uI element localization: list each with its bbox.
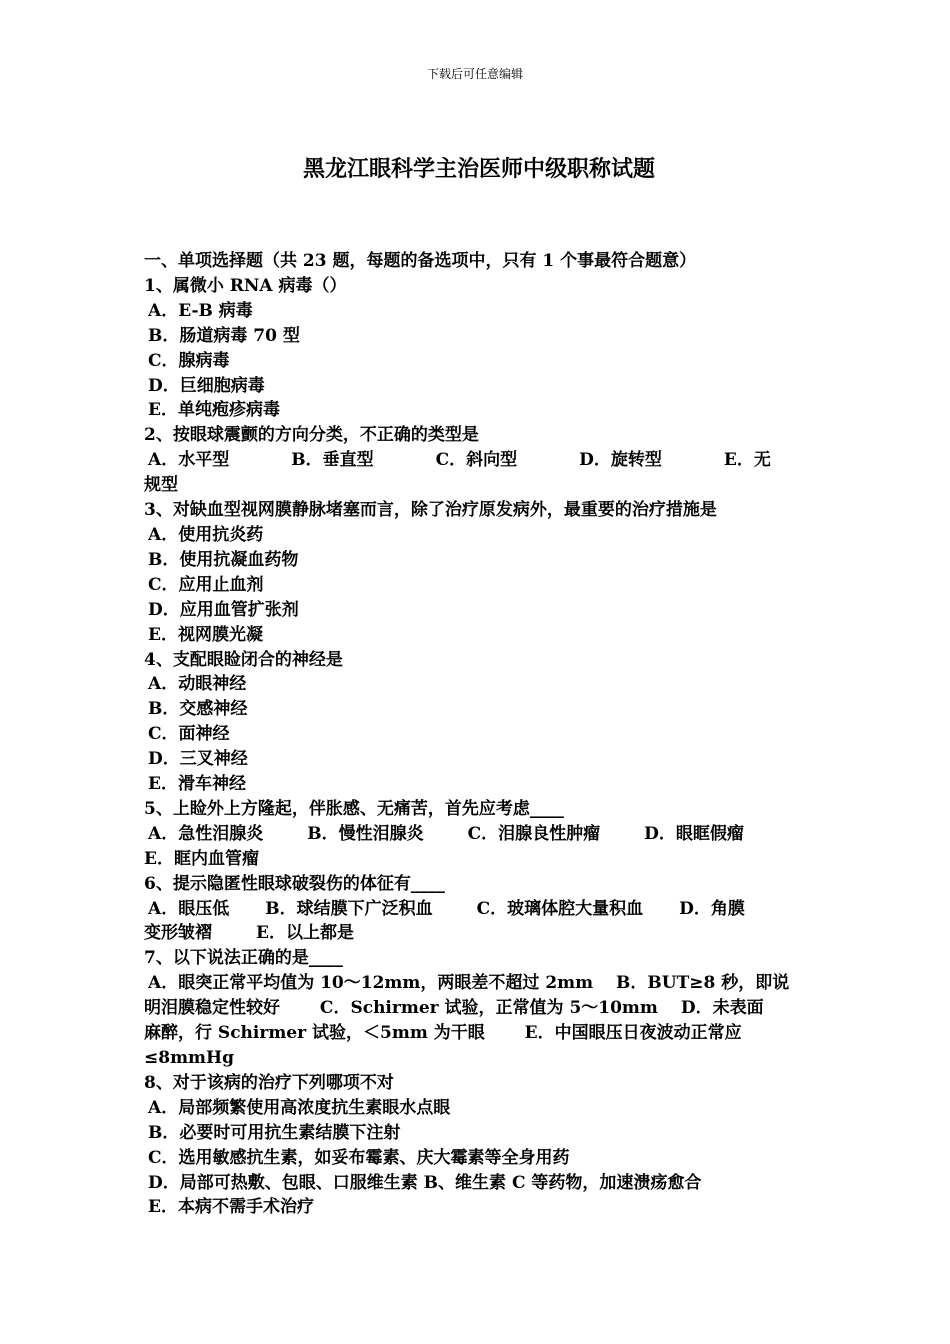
question-3-option-e: E．视网膜光凝 (148, 624, 263, 645)
question-6-option-b: B．球结膜下广泛积血 (265, 898, 433, 919)
question-1-option-c: C．腺病毒 (148, 350, 230, 371)
question-3-option-b: B．使用抗凝血药物 (148, 549, 299, 570)
question-5-stem: 5、上睑外上方隆起，伴胀感、无痛苦，首先应考虑____ (144, 798, 564, 819)
question-1-stem: 1、属微小 RNA 病毒（） (144, 275, 347, 296)
question-6-options-row (144, 897, 807, 922)
question-1-option-d: D．巨细胞病毒 (148, 375, 265, 396)
question-6-option-c: C．玻璃体腔大量积血 (476, 898, 644, 919)
question-5-option-c: C．泪腺良性肿瘤 (467, 823, 601, 844)
section-heading: 一、单项选择题（共 23 题，每题的备选项中，只有 1 个事最符合题意） (144, 251, 697, 271)
document-body (144, 249, 807, 1220)
question-8-option-c: C．选用敏感抗生素，如妥布霉素、庆大霉素等全身用药 (148, 1147, 570, 1168)
question-5-option-b: B．慢性泪腺炎 (307, 823, 424, 844)
question-6-stem: 6、提示隐匿性眼球破裂伤的体征有____ (144, 873, 445, 894)
question-2-option-e-continued: 规型 (144, 475, 178, 496)
question-4-option-a: A．动眼神经 (148, 674, 247, 695)
question-6-options-row-2 (144, 921, 807, 946)
question-4-option-e: E．滑车神经 (148, 774, 246, 795)
question-6-option-a: A．眼压低 (148, 898, 230, 919)
question-6-option-d: D．角膜 (679, 898, 745, 919)
header-note: 下载后可任意编辑 (426, 67, 523, 81)
question-6-option-e: E．以上都是 (256, 923, 354, 944)
question-7-options-line-2: 明泪膜稳定性较好 C．Schirmer 试验，正常值为 5～10mm D．未表面 (144, 998, 764, 1019)
question-3-option-a: A．使用抗炎药 (148, 524, 264, 545)
question-3-option-d: D．应用血管扩张剂 (148, 599, 299, 620)
question-7-options-line-3: 麻醉，行 Schirmer 试验，＜5mm 为干眼 E．中国眼压日夜波动正常应 (144, 1023, 742, 1044)
question-5-options-row (144, 822, 807, 847)
question-6-option-d-continued: 变形皱褶 (144, 923, 212, 944)
question-2-stem: 2、按眼球震颤的方向分类，不正确的类型是 (144, 425, 479, 446)
page-title: 黑龙江眼科学主治医师中级职称试题 (302, 156, 655, 182)
question-1-option-e: E．单纯疱疹病毒 (148, 400, 280, 421)
question-7-stem: 7、以下说法正确的是____ (144, 948, 343, 969)
question-2-option-d: D．旋转型 (579, 450, 662, 471)
question-4-option-b: B．交感神经 (148, 699, 248, 720)
question-8-option-d: D．局部可热敷、包眼、口服维生素 B、维生素 C 等药物，加速溃疡愈合 (148, 1172, 702, 1193)
question-2-option-a: A．水平型 (148, 450, 230, 471)
question-2-options-row (144, 448, 807, 473)
question-3-stem: 3、对缺血型视网膜静脉堵塞而言，除了治疗原发病外，最重要的治疗措施是 (144, 500, 717, 521)
question-3-option-c: C．应用止血剂 (148, 574, 264, 595)
question-5-option-e: E．眶内血管瘤 (144, 848, 259, 869)
question-8-option-b: B．必要时可用抗生素结膜下注射 (148, 1122, 401, 1143)
question-8-option-e: E．本病不需手术治疗 (148, 1197, 314, 1218)
question-5-option-a: A．急性泪腺炎 (148, 823, 264, 844)
question-1-option-b: B．肠道病毒 70 型 (148, 325, 300, 346)
question-4-option-d: D．三叉神经 (148, 749, 248, 770)
question-2-option-b: B．垂直型 (291, 450, 374, 471)
question-8-stem: 8、对于该病的治疗下列哪项不对 (144, 1072, 394, 1093)
question-5-option-d: D．眼眶假瘤 (644, 823, 744, 844)
question-8-option-a: A．局部频繁使用高浓度抗生素眼水点眼 (148, 1097, 451, 1118)
question-2-option-e: E．无 (723, 450, 771, 471)
question-4-stem: 4、支配眼睑闭合的神经是 (144, 649, 343, 670)
question-7-options-line-1: A．眼突正常平均值为 10～12mm，两眼差不超过 2mm B．BUT≥8 秒，即说 (148, 973, 790, 994)
question-2-option-c: C．斜向型 (435, 450, 518, 471)
question-7-options-line-4: ≤8mmHg (144, 1048, 234, 1068)
question-4-option-c: C．面神经 (148, 724, 230, 745)
question-1-option-a: A．E-B 病毒 (148, 300, 253, 321)
